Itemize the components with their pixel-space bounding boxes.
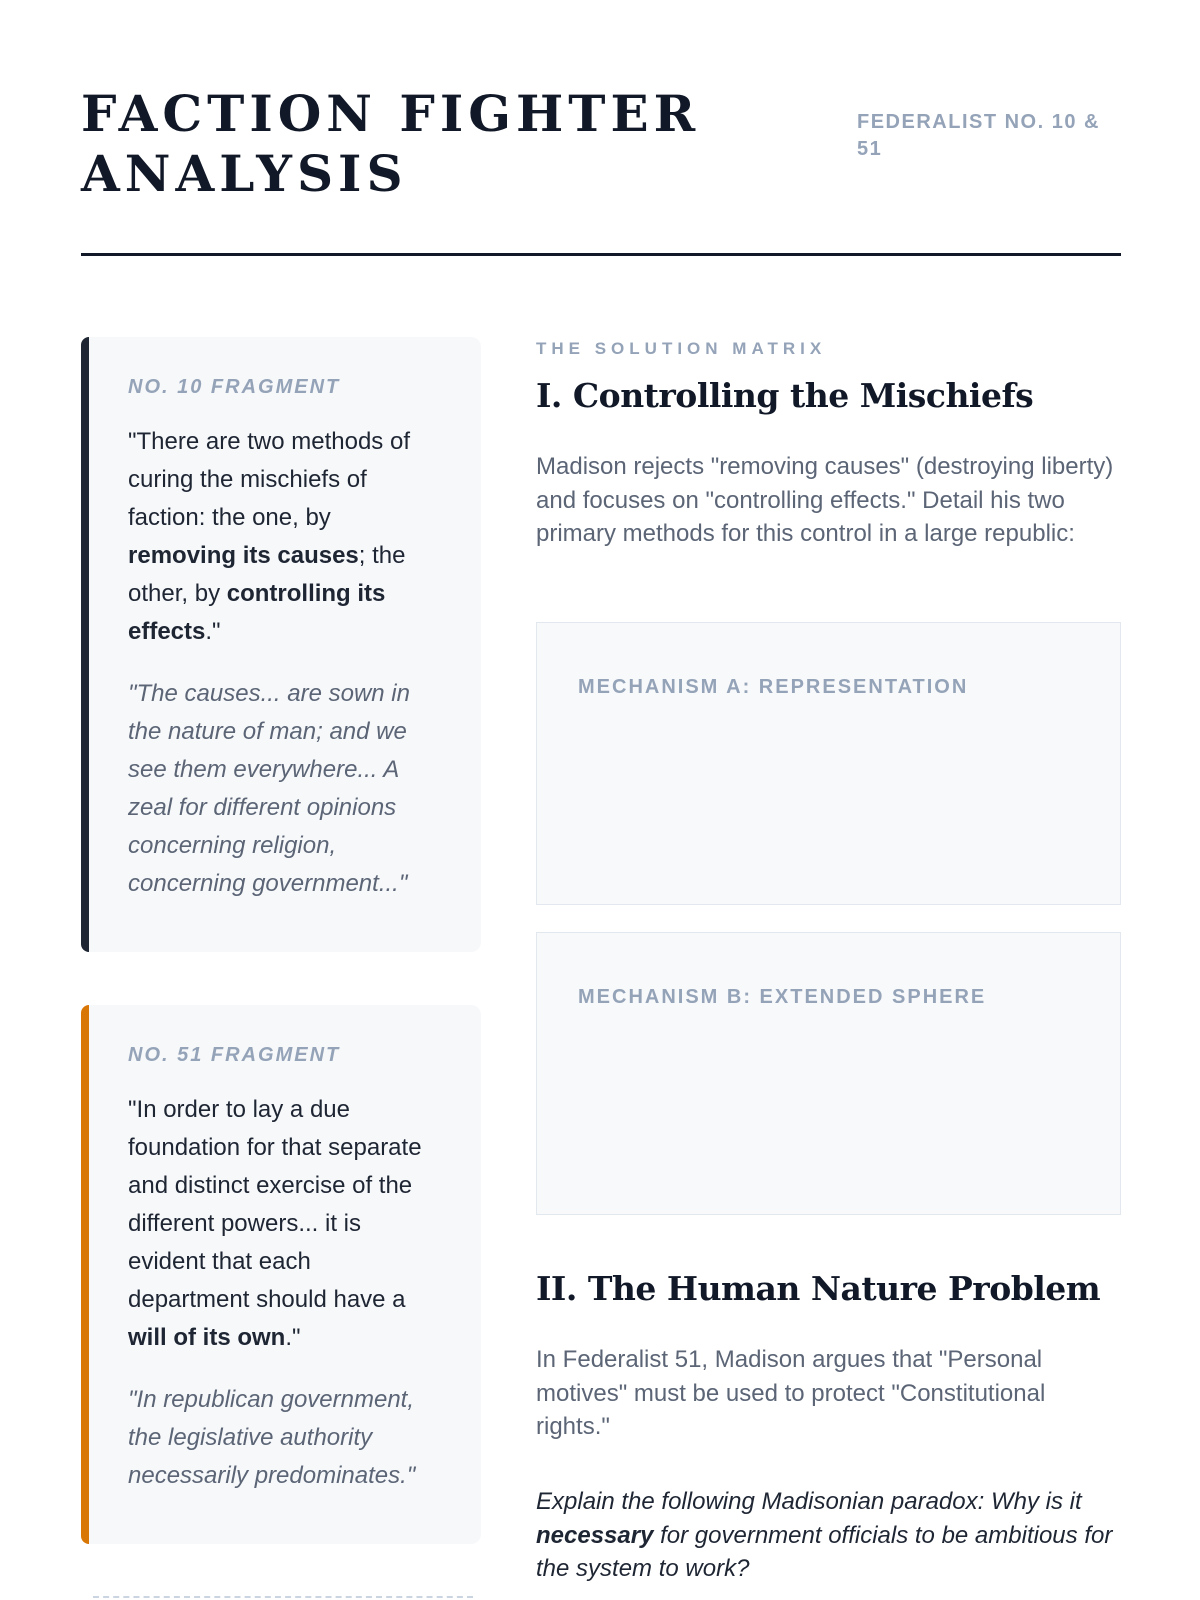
quote-emphasis: removing its causes bbox=[128, 542, 359, 569]
header-divider bbox=[81, 253, 1121, 256]
mechanism-label: MECHANISM B: EXTENDED SPHERE bbox=[578, 986, 987, 1008]
quote-text: ." bbox=[285, 1324, 301, 1351]
quote-text: "There are two methods of curing the mischiefs of faction: the one, by bbox=[128, 428, 410, 531]
fragment-label: NO. 51 FRAGMENT bbox=[128, 1044, 341, 1066]
section-2-heading: II. The Human Nature Problem bbox=[536, 1269, 1101, 1308]
prompt-text: Explain the following Madisonian paradox: Why is it bbox=[536, 1488, 1082, 1515]
page-title-line-2: ANALYSIS bbox=[81, 144, 408, 203]
dashed-divider bbox=[93, 1596, 473, 1598]
prompt-text: for government officials to be ambitious for the system to work? bbox=[536, 1521, 1113, 1582]
section-2-paragraph: In Federalist 51, Madison argues that "Personal motives" must be used to protect "Constitutional rights." bbox=[536, 1346, 1046, 1440]
fragment-quote bbox=[128, 423, 437, 651]
quote-emphasis: will of its own bbox=[128, 1324, 286, 1351]
mechanism-a-answer-box[interactable] bbox=[536, 622, 1121, 905]
quote-text: "In order to lay a due foundation for that separate and distinct exercise of the different powers... it is evident that each department should have a bbox=[128, 1096, 422, 1313]
fragment-label: NO. 10 FRAGMENT bbox=[128, 376, 341, 398]
mechanism-b-answer-box[interactable] bbox=[536, 932, 1121, 1215]
page-title-line-1: FACTION FIGHTER bbox=[81, 84, 701, 143]
page-title bbox=[81, 84, 701, 204]
fragment-card-no10 bbox=[81, 337, 481, 952]
quote-text: ; the other, by bbox=[128, 542, 406, 607]
fragment-card-no51 bbox=[81, 1005, 481, 1544]
analysis-column bbox=[536, 337, 1121, 1582]
fragment-quote bbox=[128, 1091, 437, 1357]
quote-emphasis: controlling its effects bbox=[128, 580, 386, 645]
page-header bbox=[81, 84, 1121, 204]
fragment-sub-quote: "The causes... are sown in the nature of man; and we see them everywhere... A zeal for different opinions concerning religion, concerning government..." bbox=[128, 680, 410, 897]
mechanism-label: MECHANISM A: REPRESENTATION bbox=[578, 676, 969, 698]
section-2-prompt bbox=[536, 1485, 1121, 1586]
section-kicker: THE SOLUTION MATRIX bbox=[536, 339, 827, 358]
quote-text: ." bbox=[205, 618, 221, 645]
section-1-heading: I. Controlling the Mischiefs bbox=[536, 376, 1034, 415]
fragment-sub-quote: "In republican government, the legislative authority necessarily predominates." bbox=[128, 1386, 416, 1489]
section-1-paragraph: Madison rejects "removing causes" (destroying liberty) and focuses on "controlling effects." Detail his two primary methods for this control in a large republic: bbox=[536, 453, 1114, 547]
document-tag: FEDERALIST NO. 10 & 51 bbox=[857, 111, 1100, 160]
prompt-emphasis: necessary bbox=[536, 1521, 654, 1549]
